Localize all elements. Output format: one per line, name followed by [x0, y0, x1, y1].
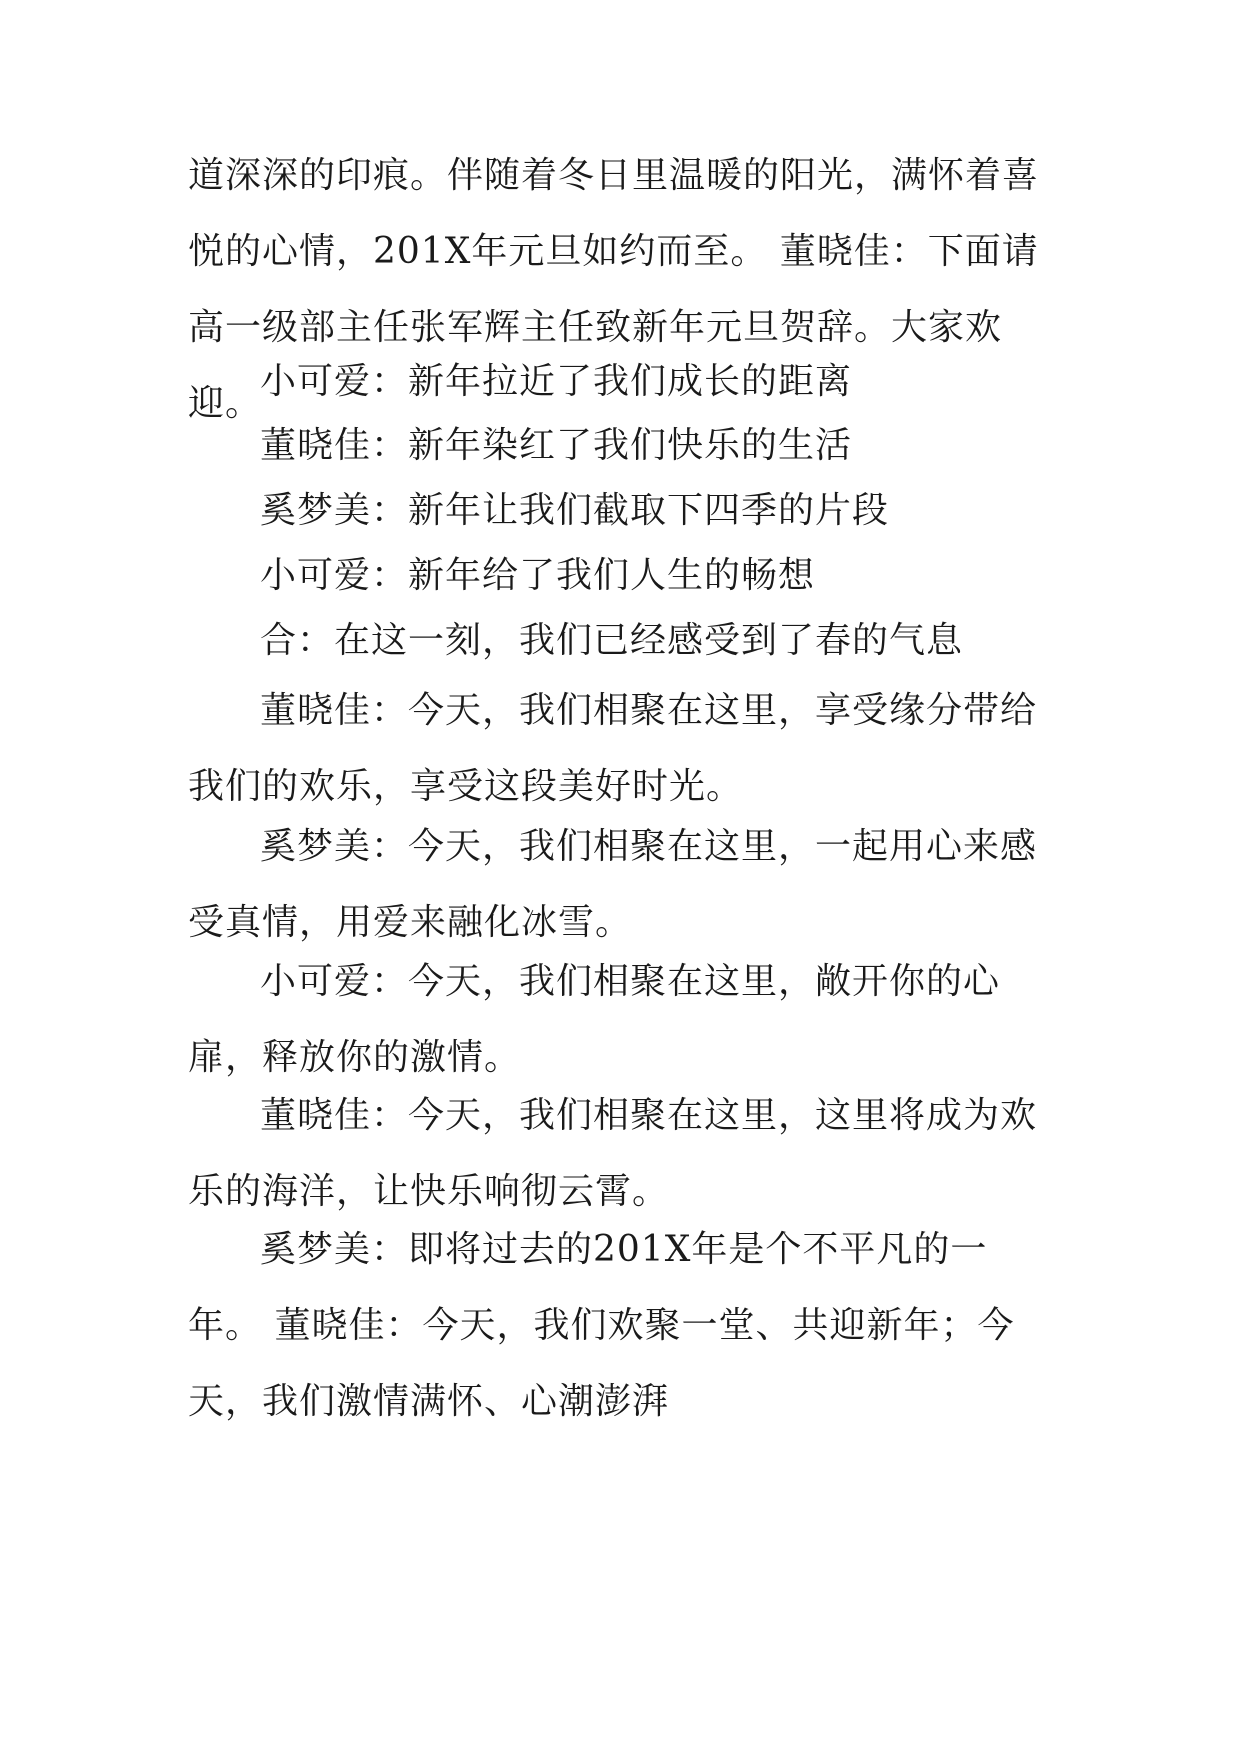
- paragraph-line: 奚梦美：新年让我们截取下四季的片段: [260, 490, 890, 531]
- paragraph-line: 奚梦美：今天，我们相聚在这里，一起用心来感受真情，用爱来融化冰雪。: [188, 826, 1038, 943]
- paragraph-line: 小可爱：今天，我们相聚在这里，敞开你的心扉，释放你的激情。: [188, 961, 1001, 1078]
- paragraph-line: 董晓佳：新年染红了我们快乐的生活: [260, 425, 853, 466]
- paragraph-line: 合：在这一刻，我们已经感受到了春的气息: [260, 620, 964, 661]
- paragraph-line: 小可爱：新年拉近了我们成长的距离: [260, 361, 853, 402]
- paragraph-line: 董晓佳：今天，我们相聚在这里，享受缘分带给我们的欢乐，享受这段美好时光。: [188, 690, 1038, 807]
- paragraph-opening: 道深深的印痕。伴随着冬日里温暖的阳光，满怀着喜悦的心情，201X年元旦如约而至。 董晓佳：下面请高一级部主任张军辉主任致新年元旦贺辞。大家欢迎。: [188, 155, 1040, 424]
- paragraph-line: 小可爱：新年给了我们人生的畅想: [260, 555, 816, 596]
- paragraph-line: 奚梦美：即将过去的201X年是个不平凡的一年。 董晓佳：今天，我们欢聚一堂、共迎新年；今天，我们激情满怀、心潮澎湃: [188, 1229, 1015, 1422]
- paragraph-line: 董晓佳：今天，我们相聚在这里，这里将成为欢乐的海洋，让快乐响彻云霄。: [188, 1095, 1038, 1212]
